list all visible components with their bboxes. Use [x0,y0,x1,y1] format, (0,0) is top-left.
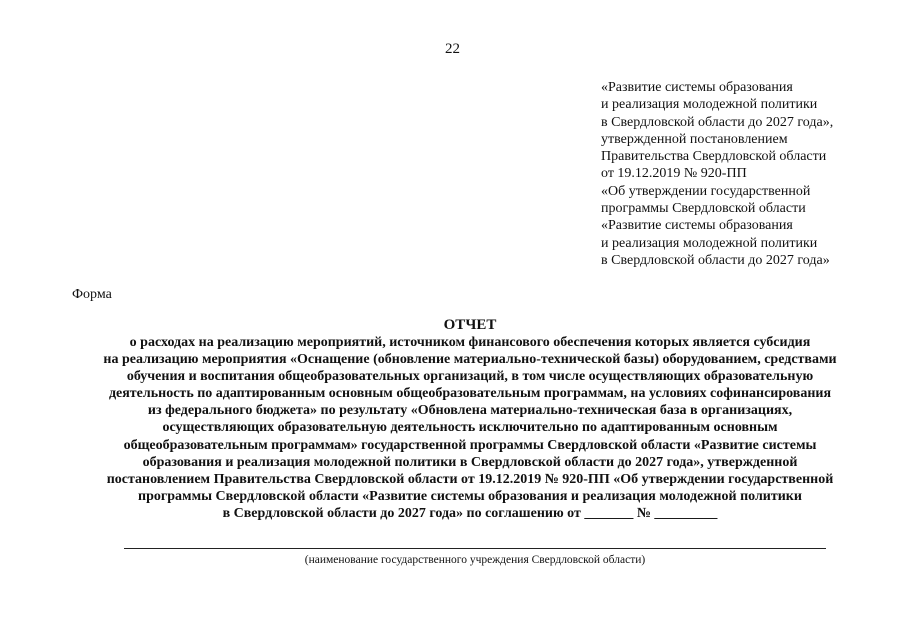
annex-line: в Свердловской области до 2027 года», [601,114,834,130]
report-line: деятельность по адаптированным основным общеобразовательным программам, на условиях софинансирования [108,386,832,402]
annex-line: и реализация молодежной политики [601,97,818,113]
annex-line: от 19.12.2019 № 920-ПП [601,166,747,182]
institution-name-caption: (наименование государственного учреждения Свердловской области) [304,554,646,566]
report-line: общеобразовательным программам» государственной программы Свердловской области «Развитие системы [123,437,817,453]
report-line: из федерального бюджета» по результату «Обновлена материально-техническая база в организациях, [147,403,793,419]
annex-line: программы Свердловской области [601,201,806,217]
report-line: постановлением Правительства Свердловской области от 19.12.2019 № 920-ПП «Об утверждении государственной [106,471,834,487]
annex-line: в Свердловской области до 2027 года» [601,252,830,268]
form-label: Форма [72,287,112,302]
annex-line: утвержденной постановлением [601,131,788,147]
report-line: на реализацию мероприятия «Оснащение (обновление материально-технической базы) оборудованием, средствами [103,352,837,368]
report-heading-block [60,316,880,522]
annex-line: «Об утверждении государственной [601,183,811,199]
report-line: обучения и воспитания общеобразовательных организаций, в том числе осуществляющих образовательную [126,369,814,385]
report-line: образования и реализация молодежной политики в Свердловской области до 2027 года», утвержденной [142,454,798,470]
annex-line: и реализация молодежной политики [601,235,818,251]
report-line: программы Свердловской области «Развитие системы образования и реализация молодежной политики [138,488,802,504]
annex-line: Правительства Свердловской области [601,149,827,165]
annex-line: «Развитие системы образования [601,80,793,95]
report-line: о расходах на реализацию мероприятий, источником финансового обеспечения которых является субсидия [129,335,811,350]
report-line: в Свердловской области до 2027 года» по соглашению от _______ № _________ [222,505,718,521]
annex-reference-block [601,79,901,269]
report-description [60,334,880,522]
report-title: ОТЧЕТ [443,317,497,333]
annex-line: «Развитие системы образования [601,218,793,234]
report-line: осуществляющих образовательную деятельность исключительно по адаптированным основным [162,420,778,436]
page-number: 22 [445,41,460,57]
institution-name-line [124,548,826,549]
